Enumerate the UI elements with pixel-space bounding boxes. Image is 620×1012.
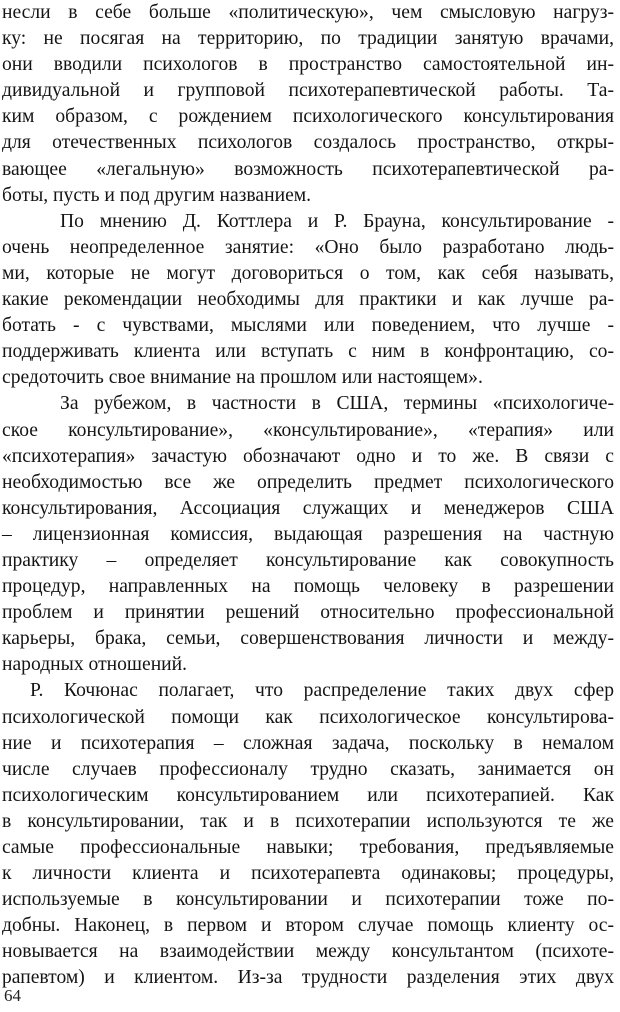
text-line: очень неопределенное занятие: «Оно было разработано людь- (2, 236, 614, 258)
text-line: дивидуальной и групповой психотерапевтической работы. Та- (2, 80, 614, 102)
text-line: ким образом, с рождением психологического консультирования (2, 106, 614, 128)
text-line: какие рекомендации необходимы для практики и как лучше ра- (2, 289, 614, 311)
text-line: к личности клиента и психотерапевта одинаковы; процедуры, (2, 863, 614, 885)
text-line: народных отношений. (2, 654, 188, 676)
text-line: «психотерапия» зачастую обозначают одно и то же. В связи с (2, 445, 614, 467)
text-line: рапевтом) и клиентом. Из-за трудности разделения этих двух (2, 967, 614, 989)
text-line: практику – определяет консультирование как совокупность (2, 549, 614, 571)
text-line: процедур, направленных на помощь человеку в разрешении (2, 576, 614, 598)
text-line: ское консультирование», «консультирование», «терапия» или (2, 419, 614, 441)
text-line: ми, которые не могут договориться о том, как себя называть, (2, 262, 614, 284)
text-line: числе случаев профессионалу трудно сказать, занимается он (2, 758, 614, 780)
paragraph-first-line: Р. Кочюнас полагает, что распределение таких двух сфер (30, 680, 614, 702)
text-line: вающее «легальную» возможность психотерапевтической ра- (2, 158, 614, 180)
text-line: – лицензионная комиссия, выдающая разрешения на частную (2, 523, 614, 545)
text-line: ку: не посягая на территорию, по традиции занятую врачами, (2, 28, 614, 50)
text-line: ботать - с чувствами, мыслями или поведением, что лучше - (2, 315, 614, 337)
paragraph-first-line: За рубежом, в частности в США, термины «психологиче- (60, 393, 614, 415)
text-line: они вводили психологов в пространство самостоятельной ин- (2, 54, 614, 76)
text-line: необходимостью все же определить предмет психологического (2, 471, 614, 493)
text-line: боты, пусть и под другим названием. (2, 184, 312, 206)
text-line: проблем и принятии решений относительно профессиональной (2, 602, 614, 624)
text-line: несли в себе больше «политическую», чем смысловую нагруз- (2, 2, 614, 23)
text-line: ние и психотерапия – сложная задача, поскольку в немалом (2, 732, 614, 754)
text-line: для отечественных психологов создалось пространство, откры- (2, 132, 614, 154)
paragraph-first-line: По мнению Д. Коттлера и Р. Брауна, консультирование - (60, 210, 614, 232)
text-line: средоточить свое внимание на прошлом или настоящем». (2, 367, 483, 389)
text-line: самые профессиональные навыки; требования, предъявляемые (2, 837, 614, 858)
text-line: психологической помощи как психологическое консультирова- (2, 706, 614, 728)
text-line: поддерживать клиента или вступать с ним в конфронтацию, со- (2, 341, 614, 363)
text-line: добны. Наконец, в первом и втором случае помощь клиенту ос- (2, 915, 614, 937)
text-line: психологическим консультированием или психотерапией. Как (2, 784, 614, 806)
page-number: 64 (4, 986, 21, 1005)
text-line: консультирования, Ассоциация служащих и менеджеров США (2, 497, 614, 519)
text-line: используемые в консультировании и психотерапии тоже по- (2, 889, 614, 911)
text-line: в консультировании, так и в психотерапии используются те же (2, 810, 614, 832)
text-line: карьеры, брака, семьи, совершенствования личности и между- (2, 628, 614, 650)
text-line: новывается на взаимодействии между консультантом (психоте- (2, 941, 614, 963)
body-text (2, 0, 614, 992)
